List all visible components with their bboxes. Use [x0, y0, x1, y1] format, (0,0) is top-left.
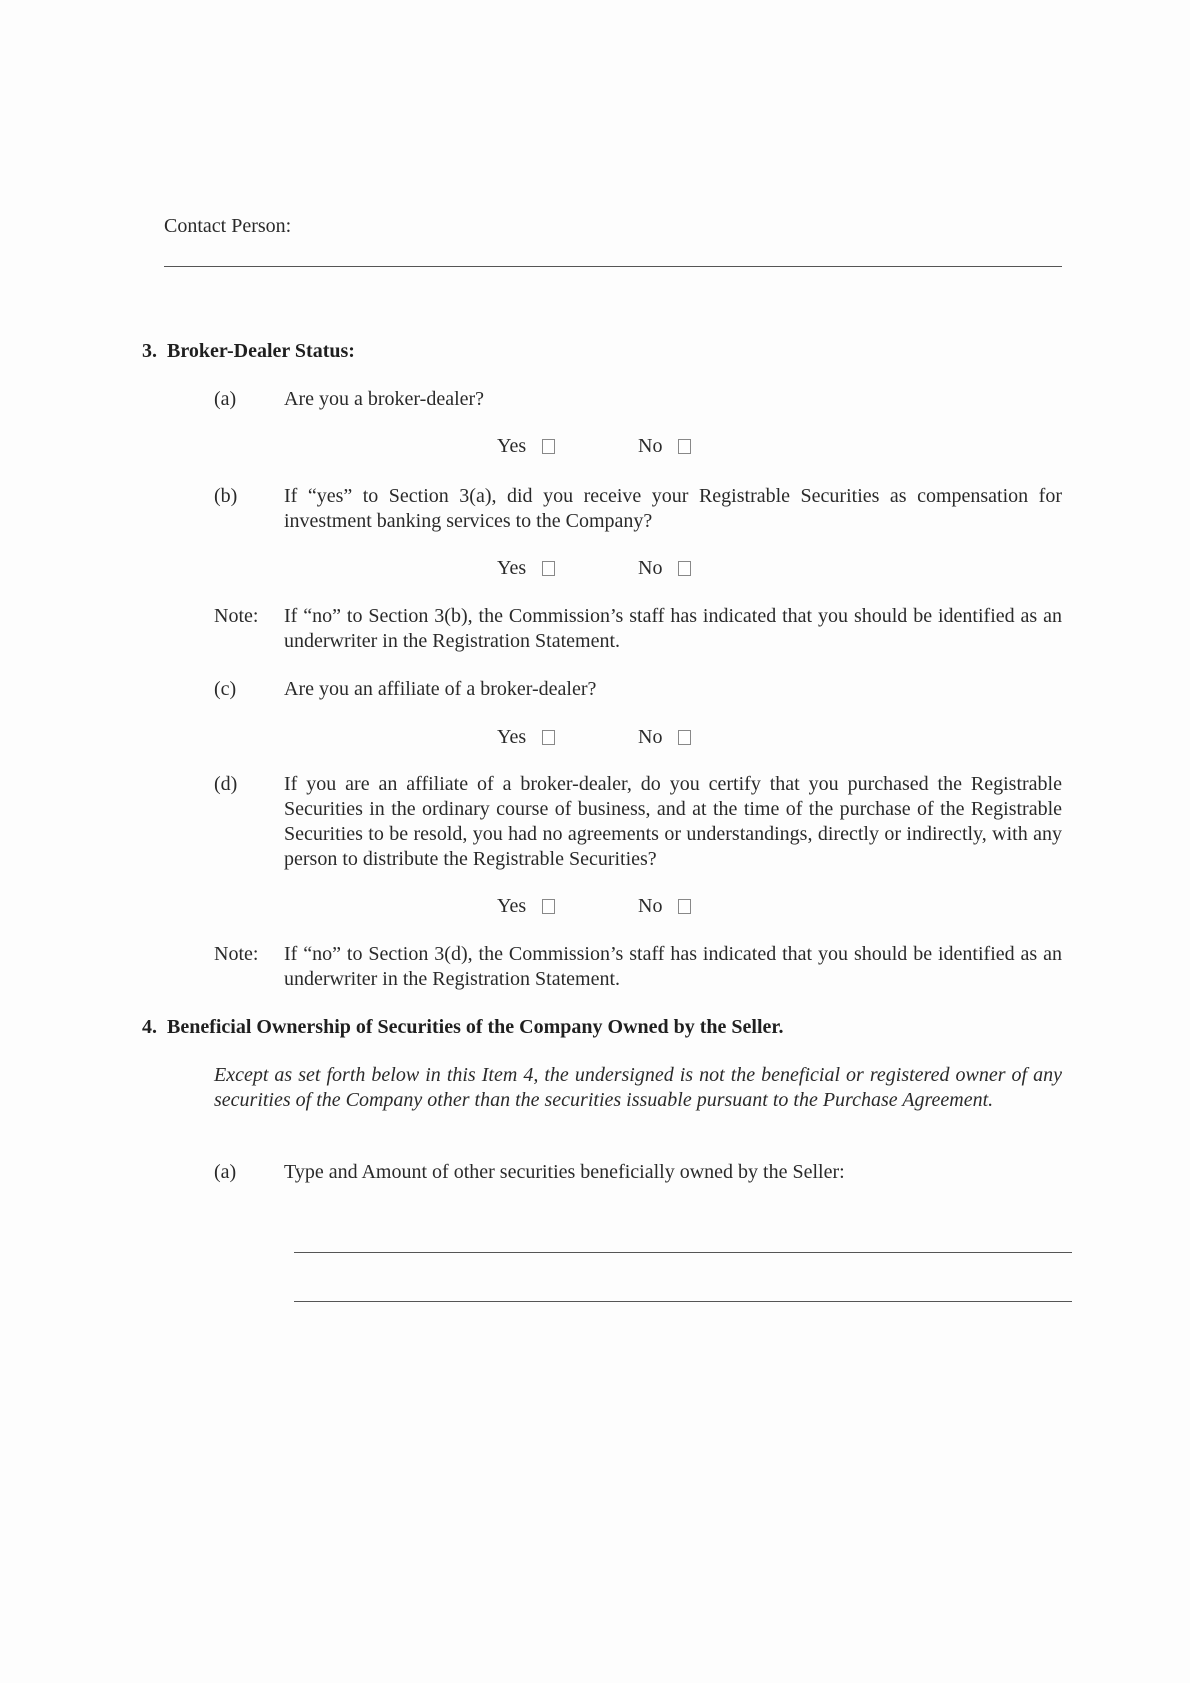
no-label: No: [638, 435, 663, 457]
item-4a-answer-line-1[interactable]: [294, 1252, 1072, 1253]
item-3d-label: (d): [214, 773, 238, 795]
item-3b-yes-checkbox[interactable]: [542, 561, 555, 576]
item-3a-no-option[interactable]: [638, 434, 691, 459]
yes-label: Yes: [497, 726, 527, 748]
note-1-label: Note:: [214, 605, 259, 627]
item-4a-answer-line-2[interactable]: [294, 1301, 1072, 1302]
contact-person-label: Contact Person:: [164, 215, 292, 237]
item-3a-label: (a): [214, 388, 237, 410]
item-3c-yes-checkbox[interactable]: [542, 730, 555, 745]
item-4a-text: Type and Amount of other securities beneficially owned by the Seller:: [284, 1161, 845, 1183]
item-3c-label: (c): [214, 678, 237, 700]
item-3a-yes-option[interactable]: [497, 434, 555, 459]
item-3b-no-option[interactable]: [638, 556, 691, 581]
item-3d-no-checkbox[interactable]: [678, 899, 691, 914]
item-4a-label: (a): [214, 1161, 237, 1183]
item-3b-no-checkbox[interactable]: [678, 561, 691, 576]
no-label: No: [638, 557, 663, 579]
item-3d-no-option[interactable]: [638, 894, 691, 919]
item-3c-no-checkbox[interactable]: [678, 730, 691, 745]
section-3-heading: 3. Broker-Dealer Status:: [142, 340, 355, 362]
item-3b-label: (b): [214, 485, 238, 507]
note-2-label: Note:: [214, 943, 259, 965]
item-3b-question: If “yes” to Section 3(a), did you receive your Registrable Securities as compensation for investment banking services to the Company?: [284, 485, 1062, 532]
section-4-intro: Except as set forth below in this Item 4, the undersigned is not the beneficial or registered owner of any securities of the Company other than the securities issuable pursuant to the Purchase Agreement.: [214, 1064, 1062, 1111]
item-3d-yes-option[interactable]: [497, 894, 555, 919]
note-1-text: If “no” to Section 3(b), the Commission’s staff has indicated that you should be identified as an underwriter in the Registration Statement.: [284, 605, 1062, 652]
no-label: No: [638, 726, 663, 748]
note-2-text: If “no” to Section 3(d), the Commission’s staff has indicated that you should be identified as an underwriter in the Registration Statement.: [284, 943, 1062, 990]
item-3b-yes-option[interactable]: [497, 556, 555, 581]
no-label: No: [638, 895, 663, 917]
yes-label: Yes: [497, 435, 527, 457]
item-3c-question: Are you an affiliate of a broker-dealer?: [284, 678, 597, 700]
section-4-heading: 4. Beneficial Ownership of Securities of the Company Owned by the Seller.: [142, 1016, 784, 1038]
item-3a-yes-checkbox[interactable]: [542, 439, 555, 454]
yes-label: Yes: [497, 895, 527, 917]
item-3c-no-option[interactable]: [638, 725, 691, 750]
item-3c-yes-option[interactable]: [497, 725, 555, 750]
item-3d-question: If you are an affiliate of a broker-dealer, do you certify that you purchased the Registrable Securities in the ordinary course of business, and at the time of the purchase of the Registrable Securities to be resold, you had no agreements or understandings, directly or indirectly, with any person to distribute the Registrable Securities?: [284, 773, 1062, 870]
item-3a-no-checkbox[interactable]: [678, 439, 691, 454]
item-3a-question: Are you a broker-dealer?: [284, 388, 485, 410]
yes-label: Yes: [497, 557, 527, 579]
contact-person-field[interactable]: [164, 266, 1062, 267]
item-3d-yes-checkbox[interactable]: [542, 899, 555, 914]
